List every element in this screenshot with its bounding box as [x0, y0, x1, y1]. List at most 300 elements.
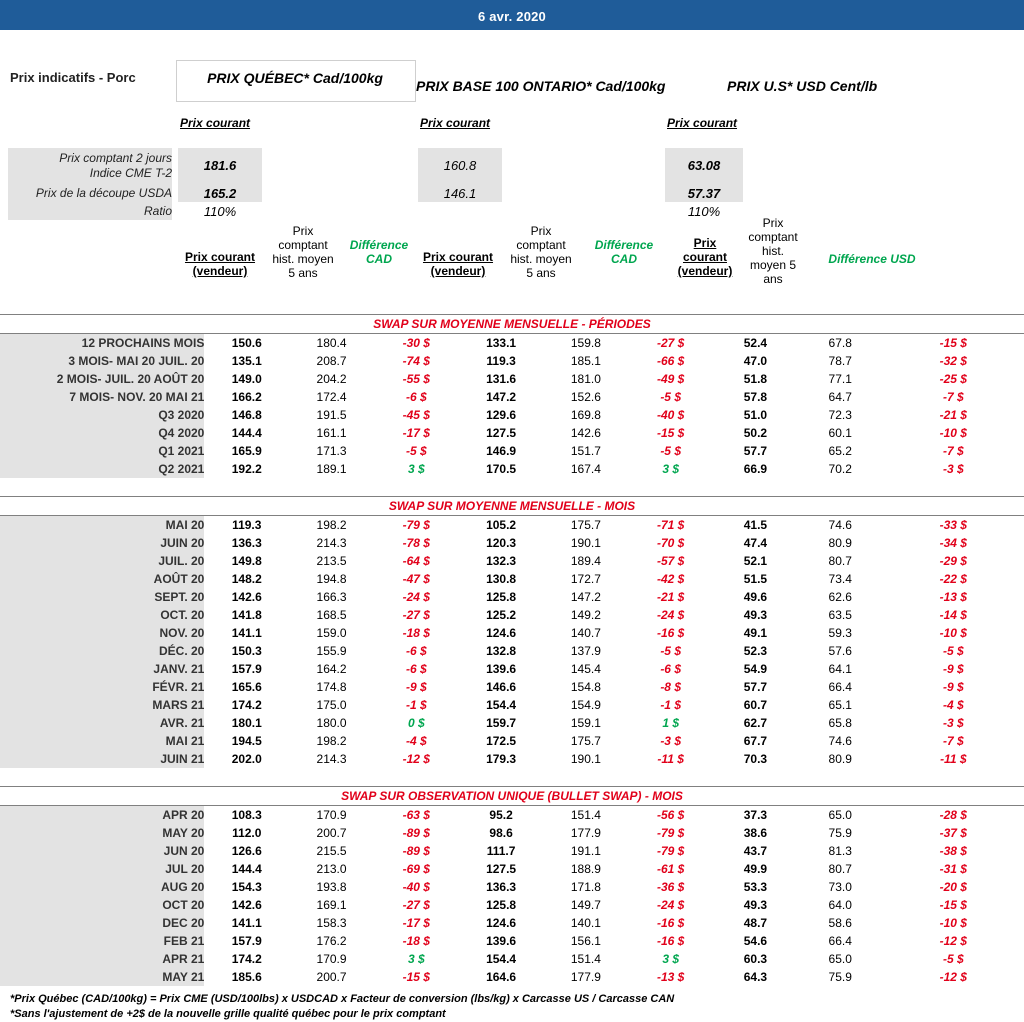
cell-qc: 148.2: [231, 572, 262, 586]
cell-qcd: -17 $: [402, 426, 430, 440]
section-header-row: [0, 787, 1024, 806]
cell-on: 147.2: [486, 390, 517, 404]
cell-label: JUIN 21: [0, 750, 204, 768]
table-row: [0, 370, 1024, 388]
cell-ush: 65.0: [828, 952, 852, 966]
market-title-quebec: PRIX QUÉBEC* Cad/100kg: [207, 70, 383, 86]
spot-ontario-2: 146.1: [443, 186, 477, 201]
cell-onh: 191.1: [570, 844, 601, 858]
cell-usd: -10 $: [939, 626, 967, 640]
cell-usd: -38 $: [939, 844, 967, 858]
cell-qch: 214.3: [316, 752, 347, 766]
cell-label: MARS 21: [0, 696, 204, 714]
cell-qc: 202.0: [231, 752, 262, 766]
cell-ush: 65.2: [828, 444, 852, 458]
cell-qcd: 3 $: [407, 462, 425, 476]
cell-ond: -79 $: [656, 844, 685, 858]
cell-on: 170.5: [486, 462, 517, 476]
cell-on: 124.6: [486, 916, 517, 930]
cell-ond: -36 $: [656, 880, 685, 894]
market-header: [0, 30, 1024, 148]
cell-qcd: -12 $: [402, 752, 430, 766]
cell-ond: -5 $: [660, 644, 681, 658]
cell-ush: 80.7: [828, 862, 852, 876]
cell-usd: -13 $: [939, 590, 967, 604]
spot-us-3: 110%: [687, 204, 721, 219]
cell-us: 38.6: [743, 826, 768, 840]
price-table: [0, 296, 1024, 986]
cell-ush: 65.8: [828, 716, 852, 730]
col-us-diff: Différence USD: [828, 252, 916, 266]
cell-usd: -15 $: [939, 336, 967, 350]
cell-label: Q3 2020: [0, 406, 204, 424]
cell-qcd: -17 $: [402, 916, 430, 930]
col-on-courant-l1: Prix courant: [422, 250, 494, 264]
date-bar: 6 avr. 2020: [0, 4, 1024, 30]
cell-label: AVR. 21: [0, 714, 204, 732]
cell-us: 49.6: [743, 590, 768, 604]
cell-on: 120.3: [486, 536, 517, 550]
cell-qch: 213.5: [316, 554, 347, 568]
cell-label: DEC 20: [0, 914, 204, 932]
spacer-cell: [0, 768, 1024, 787]
cell-onh: 140.7: [570, 626, 601, 640]
cell-label: FEB 21: [0, 932, 204, 950]
section-header-row: [0, 315, 1024, 334]
cell-qch: 204.2: [316, 372, 347, 386]
spot-row-label-1b: Indice CME T-2: [89, 166, 172, 180]
cell-on: 154.4: [486, 952, 517, 966]
cell-us: 54.9: [743, 662, 768, 676]
cell-us: 54.6: [743, 934, 768, 948]
spot-row-label-3a: Ratio: [143, 204, 172, 218]
cell-on: 146.9: [486, 444, 517, 458]
col-us-hist-l5: ans: [763, 272, 783, 286]
cell-ush: 60.1: [828, 426, 852, 440]
cell-label: OCT. 20: [0, 606, 204, 624]
cell-ond: -3 $: [660, 734, 681, 748]
cell-usd: -3 $: [942, 462, 964, 476]
cell-usd: -34 $: [939, 536, 967, 550]
table-row: [0, 334, 1024, 353]
cell-usd: -22 $: [939, 572, 967, 586]
cell-ush: 65.1: [828, 698, 852, 712]
cell-qcd: -79 $: [402, 518, 430, 532]
cell-on: 125.2: [486, 608, 517, 622]
cell-onh: 169.8: [570, 408, 601, 422]
cell-usd: -32 $: [939, 354, 967, 368]
cell-us: 49.9: [743, 862, 768, 876]
cell-us: 43.7: [743, 844, 768, 858]
cell-qch: 170.9: [316, 952, 347, 966]
cell-onh: 142.6: [570, 426, 601, 440]
cell-qch: 171.3: [316, 444, 347, 458]
cell-onh: 154.8: [570, 680, 601, 694]
cell-ush: 81.3: [828, 844, 852, 858]
cell-ond: 3 $: [662, 462, 679, 476]
cell-ush: 73.0: [828, 880, 852, 894]
cell-qc: 166.2: [231, 390, 262, 404]
cell-onh: 154.9: [570, 698, 601, 712]
cell-ush: 62.6: [828, 590, 852, 604]
table-row: [0, 606, 1024, 624]
table-row: [0, 642, 1024, 660]
col-qc-courant-l2: (vendeur): [192, 264, 248, 278]
cell-us: 64.3: [743, 970, 768, 984]
cell-ush: 67.8: [828, 336, 852, 350]
table-row: [0, 624, 1024, 642]
cell-on: 131.6: [486, 372, 517, 386]
cell-qcd: -64 $: [402, 554, 430, 568]
table-spacer: [0, 768, 1024, 787]
cell-ush: 75.9: [828, 970, 852, 984]
section-title: SWAP SUR MOYENNE MENSUELLE - PÉRIODES: [0, 315, 1024, 334]
cell-onh: 175.7: [570, 734, 601, 748]
cell-ond: -11 $: [657, 752, 684, 766]
cell-label: MAY 21: [0, 968, 204, 986]
cell-ond: -61 $: [656, 862, 685, 876]
cell-onh: 149.7: [570, 898, 601, 912]
footnote-1: *Prix Québec (CAD/100kg) = Prix CME (USD/100lbs) x USDCAD x Facteur de conversion (lbs/kg) x Carcasse US / Carcasse CAN: [10, 993, 675, 1005]
cell-on: 132.3: [486, 554, 517, 568]
cell-on: 95.2: [489, 808, 513, 822]
cell-qc: 144.4: [231, 862, 262, 876]
cell-qcd: -18 $: [402, 934, 430, 948]
cell-qch: 214.3: [316, 536, 347, 550]
cell-us: 57.7: [743, 444, 768, 458]
cell-ond: -5 $: [660, 444, 681, 458]
cell-ond: -6 $: [660, 662, 681, 676]
cell-ond: -8 $: [660, 680, 681, 694]
spot-quebec-1: 181.6: [203, 158, 237, 173]
table-row: [0, 460, 1024, 478]
col-on-hist-l3: hist. moyen: [510, 252, 572, 266]
cell-qch: 164.2: [316, 662, 347, 676]
cell-usd: -11 $: [940, 752, 967, 766]
cell-on: 125.8: [486, 590, 517, 604]
cell-usd: -3 $: [942, 716, 964, 730]
col-on-hist-l1: Prix: [530, 224, 552, 238]
cell-qch: 176.2: [316, 934, 347, 948]
cell-ond: -56 $: [656, 808, 685, 822]
cell-qch: 215.5: [316, 844, 347, 858]
cell-on: 146.6: [486, 680, 517, 694]
cell-onh: 190.1: [570, 752, 601, 766]
cell-ond: -5 $: [660, 390, 681, 404]
cell-label: MAY 20: [0, 824, 204, 842]
cell-qcd: -89 $: [402, 826, 430, 840]
cell-ush: 64.1: [828, 662, 852, 676]
table-row: [0, 660, 1024, 678]
cell-onh: 177.9: [570, 826, 601, 840]
cell-ond: -42 $: [656, 572, 685, 586]
cell-ond: -21 $: [656, 590, 685, 604]
cell-qcd: -1 $: [405, 698, 427, 712]
cell-onh: 171.8: [570, 880, 601, 894]
cell-qch: 175.0: [316, 698, 347, 712]
cell-usd: -12 $: [939, 934, 967, 948]
cell-ond: 3 $: [662, 952, 679, 966]
cell-qcd: -47 $: [402, 572, 430, 586]
cell-qc: 141.1: [231, 626, 262, 640]
cell-us: 57.8: [743, 390, 768, 404]
cell-us: 47.4: [743, 536, 768, 550]
cell-ond: -16 $: [656, 626, 685, 640]
cell-qc: 150.3: [231, 644, 262, 658]
cell-ush: 65.0: [828, 808, 852, 822]
table-row: [0, 878, 1024, 896]
cell-onh: 147.2: [570, 590, 601, 604]
cell-usd: -10 $: [939, 916, 967, 930]
cell-us: 49.1: [743, 626, 768, 640]
col-qc-hist-l1: Prix: [292, 224, 314, 238]
cell-qc: 141.1: [231, 916, 262, 930]
cell-us: 37.3: [743, 808, 768, 822]
table-row: [0, 696, 1024, 714]
cell-qc: 165.6: [231, 680, 262, 694]
cell-qc: 146.8: [231, 408, 262, 422]
table-row: [0, 950, 1024, 968]
table-row: [0, 932, 1024, 950]
cell-label: APR 21: [0, 950, 204, 968]
cell-on: 136.3: [486, 880, 517, 894]
cell-qcd: -15 $: [402, 970, 430, 984]
cell-ond: -24 $: [656, 608, 685, 622]
table-row: [0, 352, 1024, 370]
col-us-courant-l3: (vendeur): [677, 264, 733, 278]
cell-qcd: -18 $: [402, 626, 430, 640]
cell-us: 62.7: [743, 716, 768, 730]
cell-ond: -49 $: [656, 372, 685, 386]
cell-ond: -27 $: [656, 336, 685, 350]
cell-qcd: -6 $: [405, 390, 427, 404]
cell-qcd: -6 $: [405, 644, 427, 658]
cell-qc: 135.1: [231, 354, 262, 368]
cell-ush: 74.6: [828, 734, 852, 748]
table-row: [0, 824, 1024, 842]
cell-ush: 64.0: [828, 898, 852, 912]
cell-usd: -21 $: [939, 408, 967, 422]
cell-usd: -15 $: [939, 898, 967, 912]
cell-qch: 166.3: [316, 590, 347, 604]
cell-label: MAI 20: [0, 516, 204, 535]
cell-qch: 161.1: [316, 426, 347, 440]
cell-onh: 175.7: [570, 518, 601, 532]
cell-on: 164.6: [486, 970, 517, 984]
cell-label: JANV. 21: [0, 660, 204, 678]
cell-ush: 75.9: [828, 826, 852, 840]
cell-ush: 66.4: [828, 934, 852, 948]
col-on-diff-l1: Différence: [594, 238, 654, 252]
cell-ond: -24 $: [656, 898, 685, 912]
cell-qch: 169.1: [316, 898, 347, 912]
cell-label: FÉVR. 21: [0, 678, 204, 696]
cell-onh: 159.8: [570, 336, 601, 350]
cell-onh: 152.6: [570, 390, 601, 404]
cell-qc: 108.3: [231, 808, 262, 822]
cell-qch: 174.8: [316, 680, 347, 694]
cell-ush: 80.9: [828, 752, 852, 766]
spot-row-label-1a: Prix comptant 2 jours: [59, 151, 172, 165]
cell-onh: 137.9: [570, 644, 601, 658]
cell-qc: 157.9: [231, 662, 262, 676]
cell-qc: 141.8: [231, 608, 262, 622]
cell-qc: 185.6: [231, 970, 262, 984]
cell-onh: 172.7: [570, 572, 601, 586]
cell-onh: 190.1: [570, 536, 601, 550]
cell-ush: 80.7: [828, 554, 852, 568]
cell-ush: 80.9: [828, 536, 852, 550]
cell-onh: 149.2: [570, 608, 601, 622]
section-title: SWAP SUR MOYENNE MENSUELLE - MOIS: [0, 497, 1024, 516]
table-spacer: [0, 478, 1024, 497]
cell-qcd: -5 $: [405, 444, 427, 458]
table-row: [0, 732, 1024, 750]
cell-label: MAI 21: [0, 732, 204, 750]
cell-qc: 174.2: [231, 952, 262, 966]
cell-qcd: -74 $: [402, 354, 430, 368]
cell-on: 98.6: [489, 826, 513, 840]
cell-usd: -33 $: [939, 518, 967, 532]
cell-ond: -13 $: [656, 970, 685, 984]
cell-qcd: -63 $: [402, 808, 430, 822]
page-title: Prix indicatifs - Porc: [10, 70, 136, 85]
cell-ond: -16 $: [656, 916, 685, 930]
col-on-hist-l2: comptant: [516, 238, 566, 252]
cell-ush: 77.1: [828, 372, 852, 386]
cell-qc: 174.2: [231, 698, 262, 712]
spot-quebec-3: 110%: [203, 204, 237, 219]
cell-qcd: 3 $: [407, 952, 425, 966]
cell-ond: -57 $: [656, 554, 685, 568]
cell-usd: -31 $: [939, 862, 967, 876]
cell-qc: 142.6: [231, 590, 262, 604]
cell-qch: 194.8: [316, 572, 347, 586]
cell-usd: -5 $: [942, 644, 964, 658]
cell-ush: 73.4: [828, 572, 852, 586]
cell-label: Q2 2021: [0, 460, 204, 478]
cell-us: 41.5: [743, 518, 768, 532]
table-row: [0, 678, 1024, 696]
spot-us-2: 57.37: [687, 186, 721, 201]
cell-label: 12 PROCHAINS MOIS: [0, 334, 204, 353]
cell-qcd: 0 $: [407, 716, 425, 730]
cell-usd: -20 $: [939, 880, 967, 894]
spacer-cell: [0, 296, 1024, 315]
cell-us: 47.0: [743, 354, 768, 368]
cell-onh: 159.1: [570, 716, 601, 730]
col-on-courant-l2: (vendeur): [430, 264, 486, 278]
cell-ush: 63.5: [828, 608, 852, 622]
cell-ond: -79 $: [656, 826, 685, 840]
col-on-diff-l2: CAD: [611, 252, 637, 266]
cell-label: APR 20: [0, 806, 204, 825]
table-row: [0, 842, 1024, 860]
cell-qc: 149.8: [231, 554, 262, 568]
cell-us: 67.7: [743, 734, 768, 748]
cell-qc: 154.3: [231, 880, 262, 894]
column-headers: [0, 216, 1024, 296]
table-row: [0, 424, 1024, 442]
cell-qc: 142.6: [231, 898, 262, 912]
cell-label: Q4 2020: [0, 424, 204, 442]
cell-qc: 194.5: [231, 734, 262, 748]
spot-price-block: [0, 148, 1024, 224]
cell-label: AOÛT 20: [0, 570, 204, 588]
cell-qcd: -27 $: [402, 608, 430, 622]
cell-onh: 145.4: [570, 662, 601, 676]
cell-label: DÉC. 20: [0, 642, 204, 660]
cell-on: 172.5: [486, 734, 517, 748]
cell-ush: 70.2: [828, 462, 852, 476]
cell-qch: 208.7: [316, 354, 347, 368]
cell-on: 125.8: [486, 898, 517, 912]
col-us-courant-l2: courant: [682, 250, 727, 264]
col-us-hist-l4: moyen 5: [749, 258, 797, 272]
cell-on: 159.7: [486, 716, 517, 730]
spot-row-label-2a: Prix de la découpe USDA: [35, 186, 172, 200]
cell-us: 50.2: [743, 426, 768, 440]
cell-qcd: -4 $: [405, 734, 427, 748]
prix-courant-label-quebec: Prix courant: [180, 116, 251, 130]
cell-onh: 185.1: [570, 354, 601, 368]
cell-qcd: -40 $: [402, 880, 430, 894]
table-row: [0, 388, 1024, 406]
cell-qch: 159.0: [316, 626, 347, 640]
cell-usd: -7 $: [942, 734, 964, 748]
col-qc-hist-l2: comptant: [278, 238, 328, 252]
cell-usd: -29 $: [939, 554, 967, 568]
cell-qch: 158.3: [316, 916, 347, 930]
cell-usd: -28 $: [939, 808, 967, 822]
cell-us: 53.3: [743, 880, 768, 894]
cell-ond: 1 $: [662, 716, 679, 730]
cell-onh: 151.4: [570, 952, 601, 966]
cell-usd: -9 $: [942, 662, 964, 676]
cell-us: 52.1: [743, 554, 768, 568]
col-us-hist-l1: Prix: [762, 216, 784, 230]
cell-usd: -7 $: [942, 444, 964, 458]
cell-qc: 144.4: [231, 426, 262, 440]
table-row: [0, 534, 1024, 552]
cell-qch: 200.7: [316, 826, 347, 840]
table-row: [0, 896, 1024, 914]
cell-label: NOV. 20: [0, 624, 204, 642]
col-us-hist-l3: hist.: [761, 244, 784, 258]
cell-qch: 168.5: [316, 608, 347, 622]
cell-qch: 180.0: [316, 716, 347, 730]
cell-qc: 192.2: [231, 462, 262, 476]
cell-on: 130.8: [486, 572, 517, 586]
cell-label: JUIL. 20: [0, 552, 204, 570]
cell-ush: 57.6: [828, 644, 852, 658]
cell-qch: 198.2: [316, 518, 347, 532]
spot-us-1: 63.08: [687, 158, 721, 173]
cell-us: 49.3: [743, 898, 768, 912]
cell-us: 52.4: [743, 336, 768, 350]
cell-on: 105.2: [486, 518, 517, 532]
cell-on: 139.6: [486, 662, 517, 676]
cell-qc: 150.6: [231, 336, 262, 350]
cell-on: 124.6: [486, 626, 517, 640]
cell-on: 139.6: [486, 934, 517, 948]
cell-onh: 181.0: [570, 372, 601, 386]
table-row: [0, 860, 1024, 878]
cell-us: 66.9: [743, 462, 768, 476]
cell-us: 51.8: [743, 372, 768, 386]
cell-qch: 213.0: [316, 862, 347, 876]
section-header-row: [0, 497, 1024, 516]
